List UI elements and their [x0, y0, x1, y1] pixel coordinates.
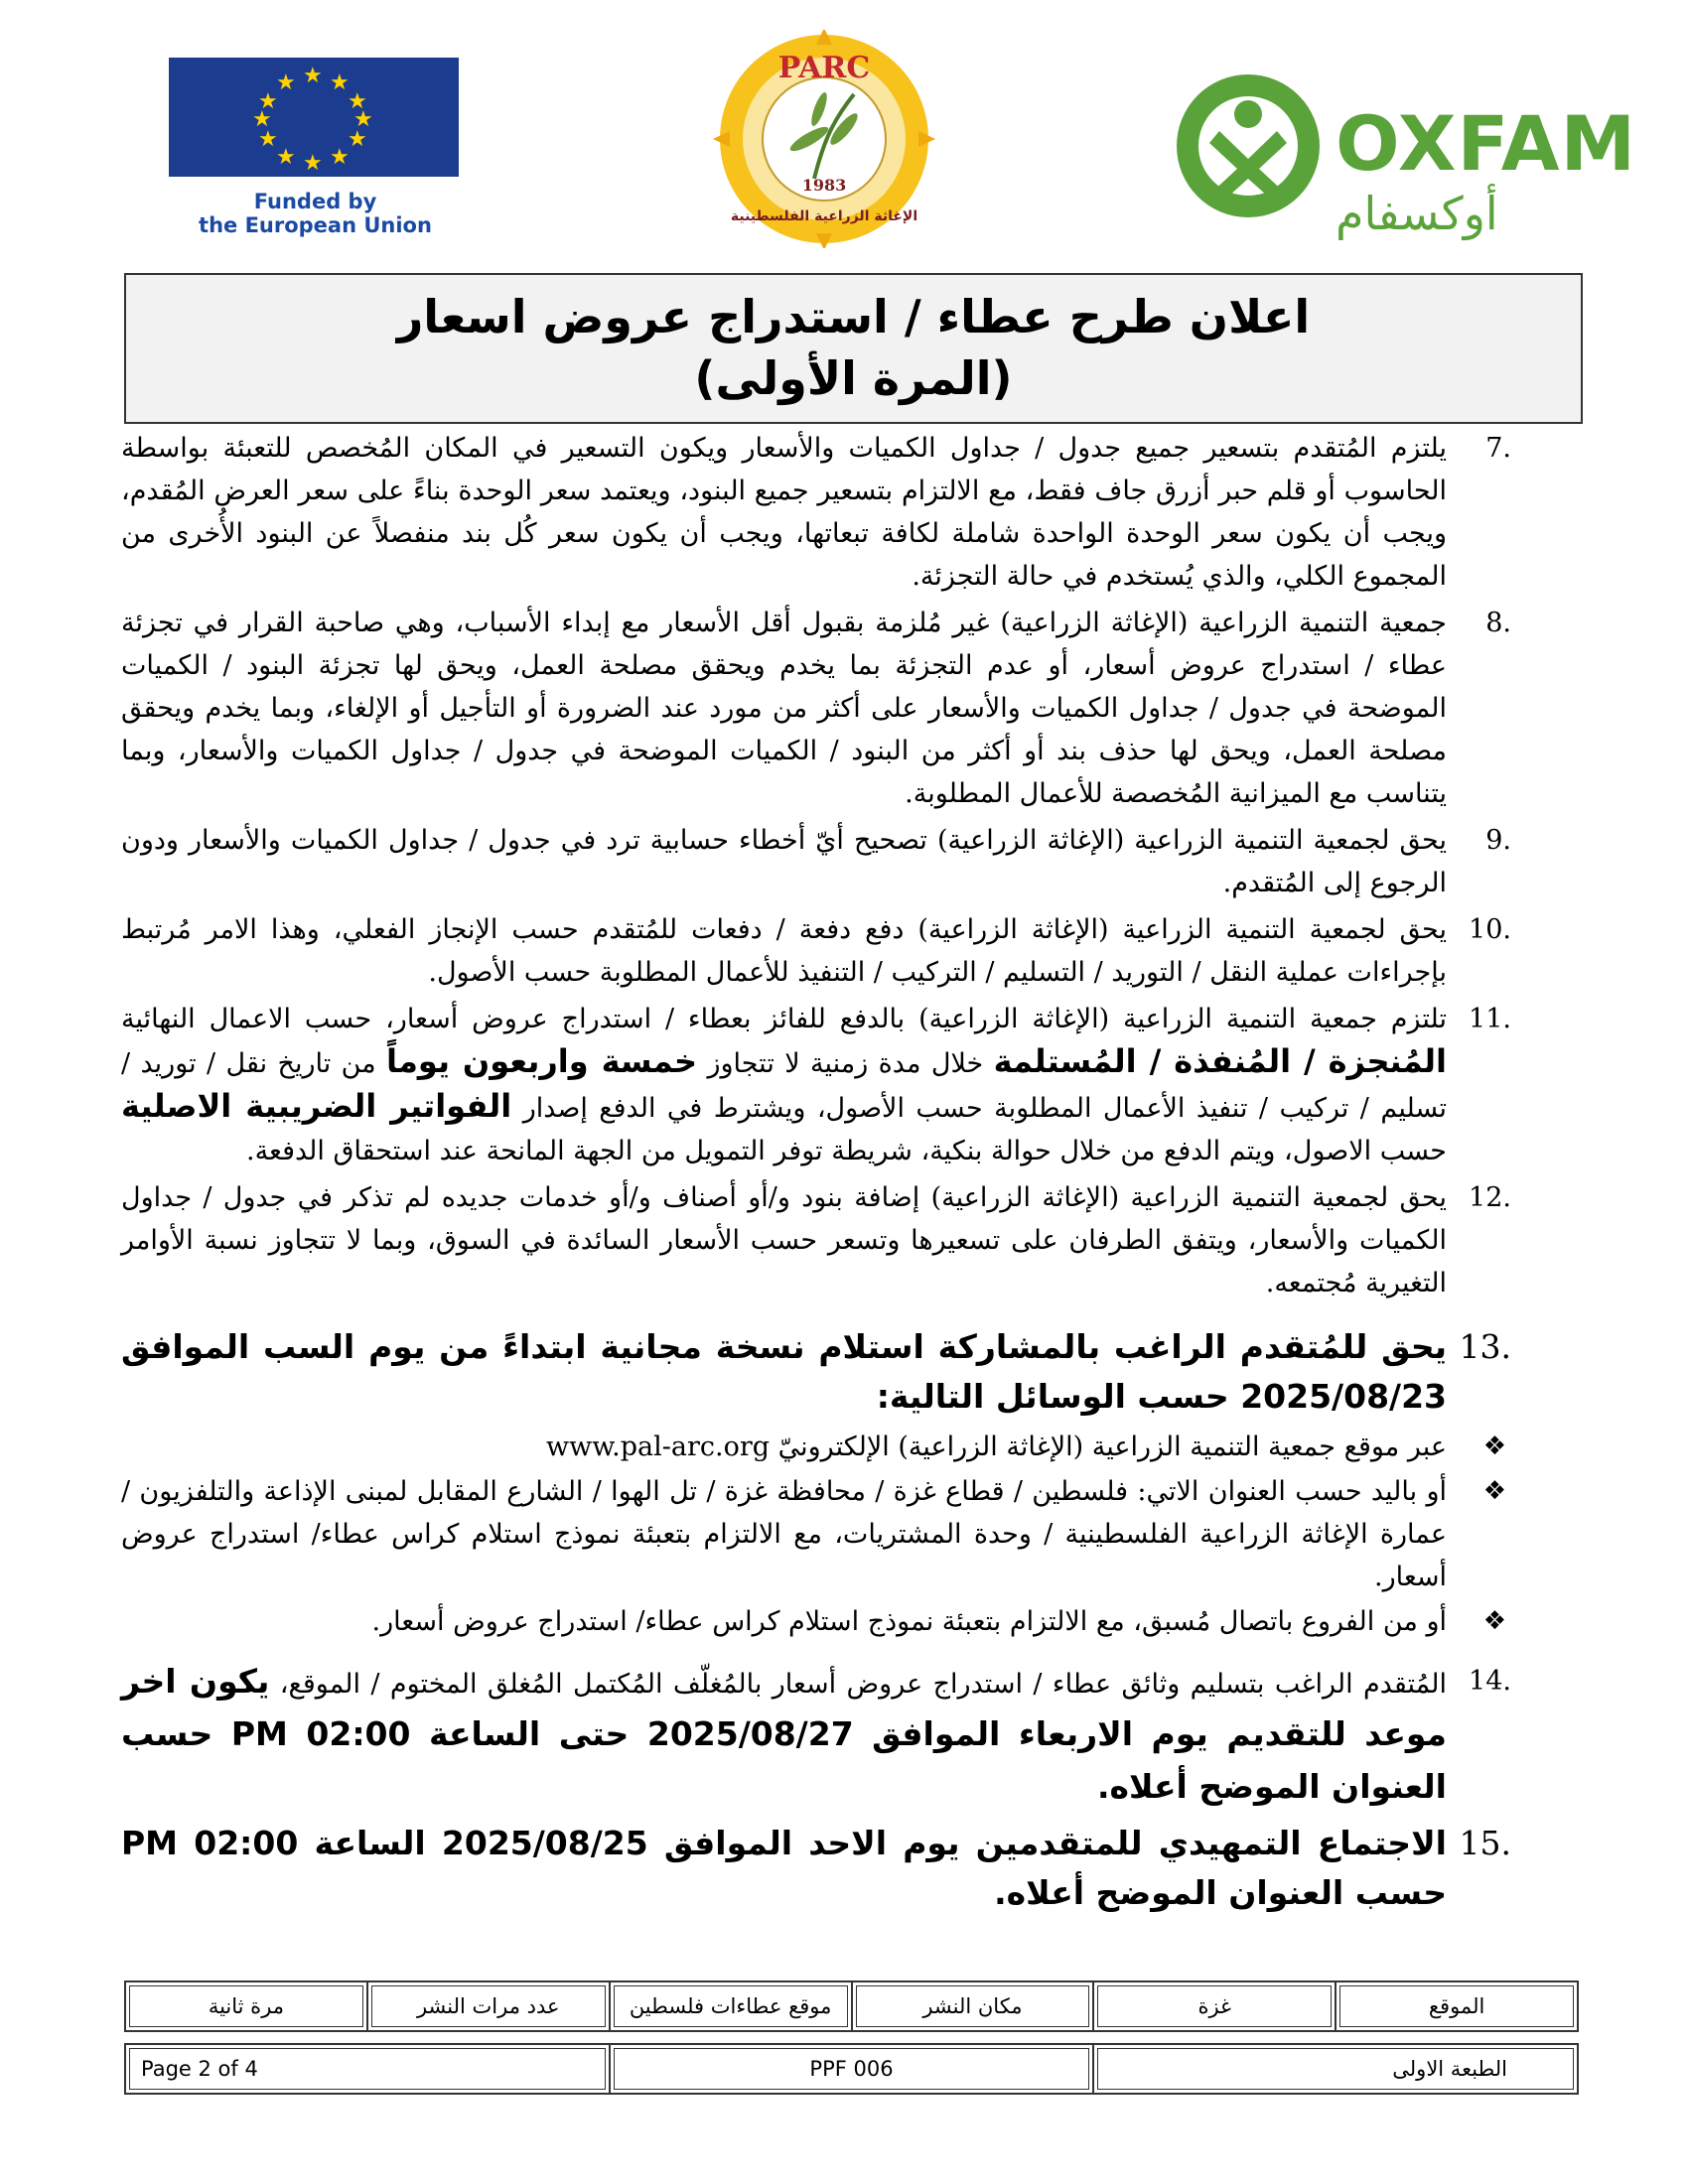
oxfam-arabic-wordmark: أوكسفام: [1336, 187, 1498, 240]
oxfam-wordmark: OXFAM: [1336, 99, 1637, 188]
parc-logo: [626, 30, 1023, 248]
clause-12: [121, 1176, 1551, 1304]
header: [0, 0, 1688, 273]
clause-text-part: المُتقدم الراغب بتسليم وثائق عطاء / استدراج عروض أسعار بالمُغلّف المُكتمل المُغلق المختوم / الموقع،: [279, 1669, 1447, 1700]
table-row: [125, 1981, 1578, 2031]
document-footer-table: [124, 2043, 1579, 2095]
clause-text-part: من تاريخ نقل / توريد / تسليم / تركيب / تنفيذ الأعمال المطلوبة حسب الأصول، ويشترط في الدفع إصدار: [121, 1048, 1448, 1124]
eu-flag-icon: ★ ★ ★ ★ ★ ★ ★ ★ ★ ★ ★ ★: [169, 58, 459, 177]
clause-number: 10.: [1469, 914, 1511, 945]
eu-logo: [149, 58, 482, 246]
clause-11: [121, 998, 1551, 1172]
list-item-text: أو باليد حسب العنوان الاتي: فلسطين / قطاع غزة / محافظة غزة / تل الهوا / الشارع المقابل لمبنى الإذاعة والتلفزيون / عمارة الإغاثة الزراعية الفلسطينية / وحدة المشتريات، مع الالتزام بتعبئة نموذج استلام كراس عطاء/ استدراج عروض أسعار.: [121, 1476, 1447, 1592]
clause-7: [121, 427, 1551, 598]
clause-text: جمعية التنمية الزراعية (الإغاثة الزراعية) غير مُلزمة بقبول أقل الأسعار مع إبداء الأسباب، وهي صاحبة القرار في تجزئة عطاء / استدراج عروض أسعار، أو عدم التجزئة بما يخدم ويحقق مصلحة العمل، ويحق لها تجزئة البنود / الكميات الموضحة في جدول / جداول الكميات والأسعار على أكثر من مورد عند الضرورة أو التأجيل أو الإلغاء، وبما يخدم ويحقق مصلحة العمل، ويحق لها حذف بند أو أكثر من البنود / الكميات الموضحة في جدول / جداول الكميات والأسعار، وبما يتناسب مع الميزانية المُخصصة للأعمال المطلوبة.: [121, 608, 1447, 809]
clause-text: الاجتماع التمهيدي للمتقدمين يوم الاحد الموافق 2025/08/25 الساعة 02:00 PM حسب العنوان الموضح أعلاه.: [121, 1824, 1447, 1912]
clause-number: 13.: [1459, 1327, 1511, 1366]
clause-8: [121, 602, 1551, 815]
clause-9: [121, 819, 1551, 904]
clause-number: 12.: [1469, 1182, 1511, 1213]
oxfam-logo: [1172, 60, 1637, 258]
table-row: [125, 2044, 1578, 2094]
page-number: Page 2 of 4: [125, 2044, 610, 2094]
list-item: [121, 1600, 1551, 1643]
diamond-bullet-icon: ❖: [1482, 1476, 1506, 1506]
table-cell: غزة: [1093, 1981, 1336, 2031]
clause-number: 7.: [1485, 433, 1511, 464]
document-body: [121, 427, 1551, 1922]
clause-number: 8.: [1485, 608, 1511, 638]
eu-funded-text: Funded by the European Union: [199, 190, 432, 237]
list-item-text: أو من الفروع باتصال مُسبق، مع الالتزام بتعبئة نموذج استلام كراس عطاء/ استدراج عروض أسعار.: [371, 1606, 1447, 1637]
publication-info-table: [124, 1980, 1579, 2032]
clause-14: [121, 1657, 1551, 1815]
oxfam-circle-icon: [1172, 69, 1326, 223]
table-cell: موقع عطاءات فلسطين: [610, 1981, 852, 2031]
clause-emphasis: يكون اخر موعد للتقديم يوم الاربعاء الموافق 2025/08/27 حتى الساعة 02:00 PM حسب العنوان الموضح أعلاه.: [121, 1662, 1447, 1806]
clause-number: 9.: [1485, 825, 1511, 856]
edition-label: الطبعة الاولى: [1093, 2044, 1578, 2094]
clause-text: يحق للمُتقدم الراغب بالمشاركة استلام نسخة مجانية ابتداءً من يوم السب الموافق 2025/08/23 حسب الوسائل التالية:: [121, 1327, 1447, 1416]
clause-text-part: حسب الاصول، ويتم الدفع من خلال حوالة بنكية، شريطة توفر التمويل من الجهة المانحة عند استحقاق الدفعة.: [245, 1136, 1447, 1166]
table-cell: عدد مرات النشر: [367, 1981, 610, 2031]
table-cell: مكان النشر: [852, 1981, 1094, 2031]
clause-number: 14.: [1469, 1666, 1511, 1697]
clause-15: [121, 1819, 1551, 1918]
page-subtitle: (المرة الأولى): [694, 351, 1013, 405]
list-item-text: عبر موقع جمعية التنمية الزراعية (الإغاثة الزراعية) الإلكترونيّ www.pal-arc.org: [546, 1432, 1447, 1462]
parc-year: 1983: [801, 176, 847, 195]
list-item: [121, 1470, 1551, 1598]
form-code: PPF 006: [610, 2044, 1094, 2094]
clause-text-part: تلتزم جمعية التنمية الزراعية (الإغاثة الزراعية) بالدفع للفائز بعطاء / استدراج عروض أسعار، حسب الاعمال النهائية: [121, 1004, 1447, 1034]
clause-text: يحق لجمعية التنمية الزراعية (الإغاثة الزراعية) دفع دفعة / دفعات للمُتقدم حسب الإنجاز الفعلي، وهذا الامر مُرتبط بإجراءات عملية النقل / التوريد / التسليم / التركيب / التنفيذ للأعمال المطلوبة حسب الأصول.: [121, 914, 1447, 988]
clause-emphasis: الفواتير الضريبية الاصلية: [121, 1087, 512, 1125]
title-box: [124, 273, 1583, 424]
parc-acronym: PARC: [777, 51, 871, 85]
diamond-bullet-icon: ❖: [1482, 1606, 1506, 1636]
page-title: اعلان طرح عطاء / استدراج عروض اسعار: [396, 290, 1311, 343]
clause-emphasis: خمسة واربعون يوماً: [386, 1042, 698, 1080]
parc-arabic-name: الإغاثة الزراعية الفلسطينية: [730, 208, 918, 224]
list-item: [121, 1426, 1551, 1468]
clause-text-part: خلال مدة زمنية لا تتجاوز: [707, 1048, 984, 1079]
clause-text: يحق لجمعية التنمية الزراعية (الإغاثة الزراعية) تصحيح أيّ أخطاء حسابية ترد في جدول / جداول الكميات والأسعار ودون الرجوع إلى المُتقدم.: [121, 825, 1447, 898]
diamond-bullet-icon: ❖: [1482, 1432, 1506, 1461]
table-cell: الموقع: [1336, 1981, 1578, 2031]
table-cell: مرة ثانية: [125, 1981, 367, 2031]
clause-number: 15.: [1459, 1824, 1511, 1862]
clause-10: [121, 908, 1551, 994]
clause-text: يلتزم المُتقدم بتسعير جميع جدول / جداول الكميات والأسعار ويكون التسعير في المكان المُخصص للتعبئة بواسطة الحاسوب أو قلم حبر أزرق جاف فقط، مع الالتزام بتسعير جميع البنود، ويعتمد سعر الوحدة بناءً على سعر العرض المُقدم، ويجب أن يكون سعر الوحدة الواحدة شاملة لكافة تبعاتها، ويجب أن يكون سعر كُل بند منفصلاً عن البنود الأُخرى من المجموع الكلي، والذي يُستخدم في حالة التجزئة.: [121, 433, 1447, 592]
clause-emphasis: المُنجزة / المُنفذة / المُستلمة: [993, 1042, 1448, 1080]
clause-text: يحق لجمعية التنمية الزراعية (الإغاثة الزراعية) إضافة بنود و/أو أصناف و/أو خدمات جديده لم تذكر في جدول / جداول الكميات والأسعار، ويتفق الطرفان على تسعيرها وتسعر حسب الأسعار السائدة في السوق، وبما لا تتجاوز نسبة الأوامر التغيرية مُجتمعه.: [121, 1182, 1447, 1298]
clause-13: [121, 1322, 1551, 1422]
clause-number: 11.: [1469, 1004, 1511, 1034]
